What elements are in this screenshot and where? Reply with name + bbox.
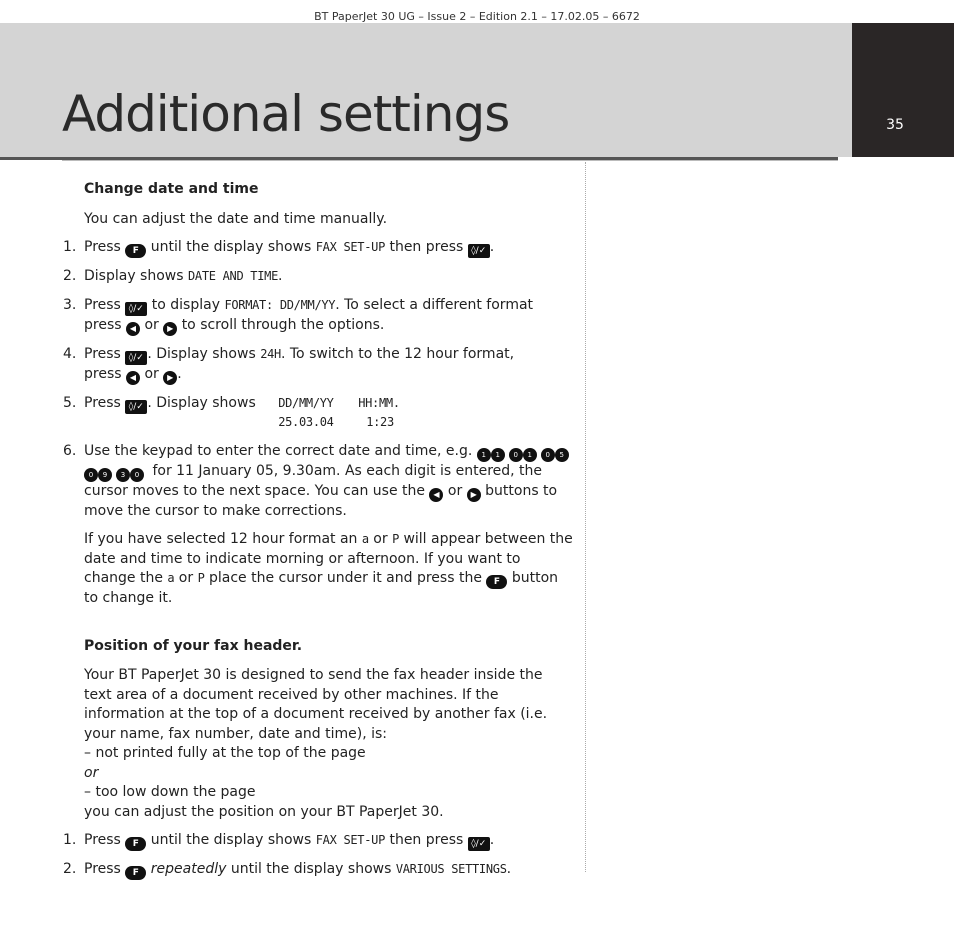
display-text: 24H: [260, 346, 281, 361]
f-key-icon: F: [125, 866, 146, 880]
right-arrow-icon: ▶: [163, 371, 177, 385]
digit-pair: [477, 443, 505, 459]
digit-key-icon: 0: [509, 448, 523, 462]
page-tab-block: [852, 23, 954, 157]
display-text: FAX SET-UP: [315, 240, 385, 254]
fax-header-intro: Your BT PaperJet 30 is designed to send the fax header inside the text area of a document received by other machines. If the information at the top of a document received by another fax (i.e. your name, fax number, date and time), is:: [84, 667, 548, 742]
left-arrow-icon: ◀: [126, 371, 140, 385]
right-arrow-icon: ▶: [467, 488, 481, 502]
f-key-icon: F: [125, 837, 146, 851]
digit-key-icon: 9: [98, 468, 112, 482]
display-text: FAX SET-UP: [315, 833, 385, 847]
step-6: 6. Use the keypad to enter the correct date and time, e.g. 1 1 0 1 0 5 0 9 3 0 for 11 January 05, 9.30am. As each digit is entered, the cursor moves to the next space. You can use the ◀ or ▶ buttons to move the cursor to make corrections.: [63, 442, 573, 522]
date-time-intro: You can adjust the date and time manually.: [84, 210, 388, 227]
digit-key-icon: 0: [130, 468, 144, 482]
left-arrow-icon: ◀: [429, 488, 443, 502]
fax-header-condition-2: – too low down the page: [84, 784, 256, 800]
main-content: [63, 180, 573, 880]
header-rule-light: [62, 160, 838, 161]
digit-pair: [84, 463, 112, 479]
step-3: 3. Press ◊/✓ to display FORMAT: DD/MM/YY. To select a different format press ◀ or ▶ to scroll through the options.: [63, 296, 573, 336]
ok-key-icon: ◊/✓: [468, 244, 490, 258]
f-key-icon: F: [486, 575, 507, 589]
digit-key-icon: 1: [477, 448, 491, 462]
display-text: FORMAT: DD/MM/YY: [224, 297, 336, 312]
fax-header-condition-1: – not printed fully at the top of the page: [84, 745, 366, 761]
step-4: 4. Press ◊/✓ . Display shows 24H. To switch to the 12 hour format, press ◀ or ▶ .: [63, 345, 573, 385]
page-title: Additional settings: [62, 85, 510, 143]
digit-pair: [509, 443, 537, 459]
fax-header-or: or: [84, 764, 99, 781]
left-arrow-icon: ◀: [126, 322, 140, 336]
display-text: VARIOUS SETTINGS: [395, 862, 507, 876]
fax-header-steps: [63, 831, 573, 880]
digit-key-icon: 0: [541, 448, 555, 462]
lcd-display: DD/MM/YY HH:MM. 25.03.04 1:23: [278, 395, 400, 429]
step-1: 1. Press F until the display shows FAX SET-UP then press ◊/✓ .: [63, 239, 495, 256]
digit-key-icon: 5: [555, 448, 569, 462]
page-header-band: [0, 23, 852, 157]
right-arrow-icon: ▶: [163, 322, 177, 336]
digit-key-icon: 1: [523, 448, 537, 462]
display-text: DATE AND TIME: [187, 269, 279, 283]
column-divider: [585, 162, 586, 872]
digit-pair: [116, 463, 144, 479]
date-time-steps: [63, 238, 573, 521]
ok-key-icon: ◊/✓: [125, 302, 147, 316]
digit-pair: [541, 443, 569, 459]
step-5: 5. Press ◊/✓ . Display shows DD/MM/YY HH:MM. 25.03.04 1:23: [63, 394, 573, 433]
page-number: 35: [886, 117, 904, 133]
step-2: 2. Display shows DATE AND TIME.: [63, 268, 283, 284]
fax-step-2: 2. Press F repeatedly until the display shows VARIOUS SETTINGS.: [63, 861, 512, 878]
section-heading-date-time: Change date and time: [84, 181, 259, 197]
ok-key-icon: ◊/✓: [125, 351, 147, 365]
fax-header-conclusion: you can adjust the position on your BT PaperJet 30.: [84, 803, 444, 820]
digit-key-icon: 0: [84, 468, 98, 482]
section-heading-fax-header: Position of your fax header.: [84, 637, 303, 654]
document-reference: BT PaperJet 30 UG – Issue 2 – Edition 2.1 – 17.02.05 – 6672: [314, 10, 640, 23]
f-key-icon: F: [125, 244, 146, 258]
digit-key-icon: 1: [491, 448, 505, 462]
fax-step-1: 1. Press F until the display shows FAX SET-UP then press ◊/✓ .: [63, 832, 495, 849]
ok-key-icon: ◊/✓: [468, 837, 490, 851]
ok-key-icon: ◊/✓: [125, 400, 147, 414]
twelve-hour-note: If you have selected 12 hour format an a or P will appear between the date and time to indicate morning or afternoon. If you want to change the a or P place the cursor under it and press the F button to change it.: [84, 531, 573, 606]
digit-key-icon: 3: [116, 468, 130, 482]
